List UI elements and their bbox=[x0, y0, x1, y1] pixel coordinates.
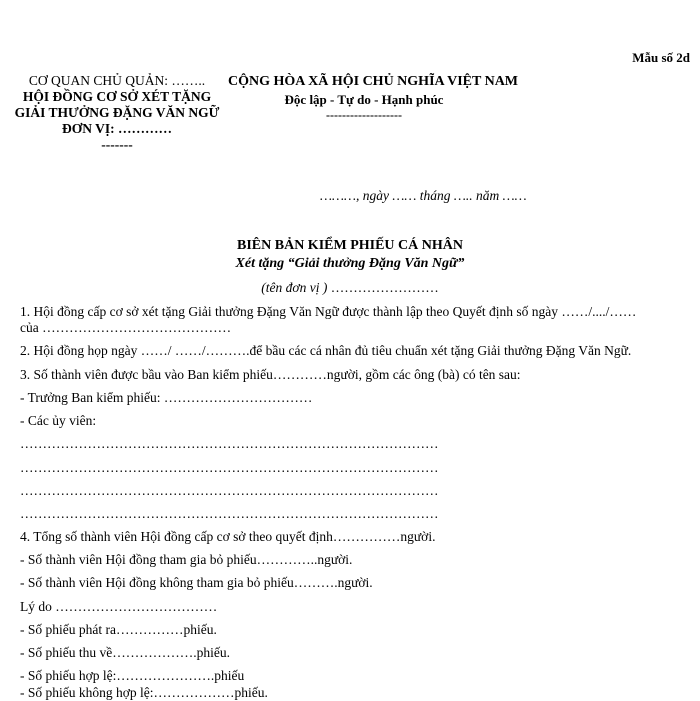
body-line: 1. Hội đồng cấp cơ sở xét tặng Giải thưởng Đặng Văn Ngữ được thành lập theo Quyết định số ngày ……/..../…… bbox=[20, 304, 637, 319]
dotted-line: ………………………………………………………………………………… bbox=[20, 436, 439, 451]
body-line: - Số phiếu không hợp lệ:………………phiếu. bbox=[20, 685, 268, 700]
dotted-line: ………………………………………………………………………………… bbox=[20, 483, 439, 498]
body-line: 4. Tổng số thành viên Hội đồng cấp cơ sở theo quyết định……………người. bbox=[20, 529, 436, 544]
council-name: HỘI ĐỒNG CƠ SỞ XÉT TẶNG GIẢI THƯỞNG ĐẶNG VĂN NGỮ bbox=[14, 89, 220, 120]
body-line: - Số phiếu hợp lệ:………………….phiếu bbox=[20, 668, 245, 683]
body-line: - Số phiếu thu về……………….phiếu. bbox=[20, 645, 230, 660]
unit-line: ĐƠN VỊ: ………… bbox=[61, 121, 172, 136]
unit-name-line bbox=[0, 280, 700, 296]
country-name: CỘNG HÒA XÃ HỘI CHỦ NGHĨA VIỆT NAM bbox=[228, 74, 519, 89]
document-title: BIÊN BẢN KIỂM PHIẾU CÁ NHÂN bbox=[237, 238, 463, 253]
left-header-divider: ------- bbox=[101, 137, 133, 152]
national-header bbox=[228, 73, 519, 122]
unit-label: (tên đơn vị ) bbox=[261, 280, 328, 295]
document-subtitle: Xét tặng “Giải thưởng Đặng Văn Ngữ” bbox=[235, 256, 465, 271]
governing-agency-line: CƠ QUAN CHỦ QUẢN: …….. bbox=[28, 73, 206, 88]
unit-fill: …………………… bbox=[327, 280, 439, 295]
national-motto: Độc lập - Tự do - Hạnh phúc bbox=[284, 92, 444, 107]
body-line: - Trưởng Ban kiểm phiếu: …………………………… bbox=[20, 390, 313, 405]
body-line: Lý do ……………………………… bbox=[20, 599, 218, 614]
body-line: của …………………………………… bbox=[20, 320, 232, 335]
place-date-line: ………, ngày …… tháng ….. năm …… bbox=[320, 188, 527, 203]
dotted-line: ………………………………………………………………………………… bbox=[20, 506, 439, 521]
form-number: Mẫu số 2d bbox=[632, 50, 690, 65]
issuing-agency-header bbox=[12, 73, 222, 153]
body-line: 2. Hội đồng họp ngày ……/ ……/……….để bầu các cá nhân đủ tiêu chuẩn xét tặng Giải thưởng Đặng Văn Ngữ. bbox=[20, 343, 632, 358]
body-line: - Số thành viên Hội đồng không tham gia bỏ phiếu……….người. bbox=[20, 575, 373, 590]
body-line: 3. Số thành viên được bầu vào Ban kiểm phiếu…………người, gồm các ông (bà) có tên sau: bbox=[20, 367, 521, 382]
body-line: - Các ủy viên: bbox=[20, 413, 97, 428]
body-line: - Số thành viên Hội đồng tham gia bỏ phiếu…………..người. bbox=[20, 552, 353, 567]
motto-divider: ------------------- bbox=[326, 108, 402, 122]
dotted-line: ………………………………………………………………………………… bbox=[20, 460, 439, 475]
body-line: - Số phiếu phát ra……………phiếu. bbox=[20, 622, 217, 637]
